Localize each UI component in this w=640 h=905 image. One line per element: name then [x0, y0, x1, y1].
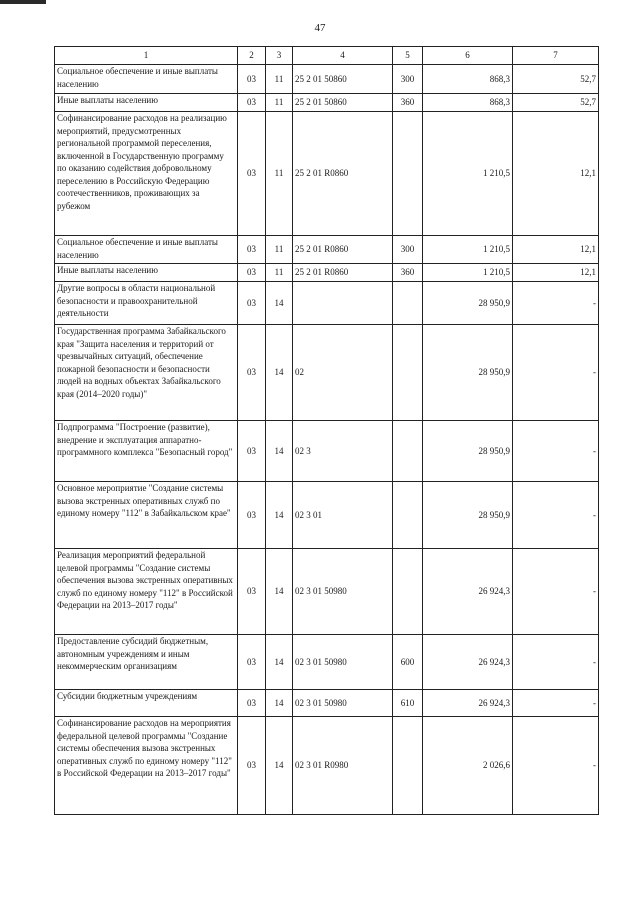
- table-row: [55, 482, 599, 549]
- table-row: [55, 690, 599, 717]
- item-name: Субсидии бюджетным учреждениям: [55, 690, 238, 717]
- column-header: 3: [266, 47, 293, 65]
- column-header: 6: [423, 47, 513, 65]
- target-article-code: 02 3 01 R0980: [293, 717, 393, 815]
- column-header: 7: [513, 47, 599, 65]
- amount-share-value: -: [513, 635, 599, 690]
- subsection-code: 14: [266, 690, 293, 717]
- target-article-code: 02 3 01 50980: [293, 549, 393, 635]
- target-article-code: [293, 282, 393, 325]
- subsection-code: 14: [266, 482, 293, 549]
- section-code: 03: [238, 264, 266, 282]
- table-row: [55, 549, 599, 635]
- target-article-code: 02: [293, 325, 393, 421]
- table-header-row: [55, 47, 599, 65]
- subsection-code: 14: [266, 549, 293, 635]
- budget-table: [54, 46, 599, 815]
- amount-share-value: -: [513, 549, 599, 635]
- target-article-code: 25 2 01 50860: [293, 94, 393, 112]
- expense-type-code: [393, 112, 423, 236]
- amount-value: 26 924,3: [423, 635, 513, 690]
- table-row: [55, 94, 599, 112]
- expense-type-code: [393, 421, 423, 482]
- amount-value: 868,3: [423, 94, 513, 112]
- table-row: [55, 325, 599, 421]
- amount-value: 2 026,6: [423, 717, 513, 815]
- item-name: Иные выплаты населению: [55, 94, 238, 112]
- expense-type-code: [393, 717, 423, 815]
- amount-value: 1 210,5: [423, 112, 513, 236]
- amount-value: 1 210,5: [423, 264, 513, 282]
- expense-type-code: [393, 482, 423, 549]
- item-name: Иные выплаты населению: [55, 264, 238, 282]
- amount-value: 28 950,9: [423, 282, 513, 325]
- amount-value: 28 950,9: [423, 325, 513, 421]
- section-code: 03: [238, 690, 266, 717]
- item-name: Государственная программа Забайкальского края "Защита населения и территорий от чрезвычайных ситуаций, обеспечение пожарной безопасности и безопасности людей на водных объектах Забайкальского края (2014–2020 годы)": [55, 325, 238, 421]
- table-row: [55, 264, 599, 282]
- column-header: 4: [293, 47, 393, 65]
- amount-value: 1 210,5: [423, 236, 513, 264]
- section-code: 03: [238, 717, 266, 815]
- subsection-code: 14: [266, 282, 293, 325]
- amount-value: 28 950,9: [423, 482, 513, 549]
- item-name: Другие вопросы в области национальной безопасности и правоохранительной деятельности: [55, 282, 238, 325]
- page-number: 47: [314, 22, 326, 34]
- amount-share-value: 12,1: [513, 112, 599, 236]
- amount-share-value: -: [513, 482, 599, 549]
- section-code: 03: [238, 482, 266, 549]
- subsection-code: 11: [266, 264, 293, 282]
- target-article-code: 02 3: [293, 421, 393, 482]
- target-article-code: 02 3 01: [293, 482, 393, 549]
- item-name: Социальное обеспечение и иные выплаты населению: [55, 236, 238, 264]
- subsection-code: 11: [266, 112, 293, 236]
- section-code: 03: [238, 282, 266, 325]
- amount-share-value: -: [513, 325, 599, 421]
- amount-share-value: -: [513, 282, 599, 325]
- subsection-code: 14: [266, 421, 293, 482]
- section-code: 03: [238, 112, 266, 236]
- expense-type-code: 360: [393, 94, 423, 112]
- target-article-code: 25 2 01 R0860: [293, 264, 393, 282]
- column-header: 1: [55, 47, 238, 65]
- amount-value: 26 924,3: [423, 690, 513, 717]
- target-article-code: 25 2 01 R0860: [293, 112, 393, 236]
- subsection-code: 11: [266, 65, 293, 94]
- expense-type-code: 610: [393, 690, 423, 717]
- item-name: Предоставление субсидий бюджетным, автономным учреждениям и иным некоммерческим организациям: [55, 635, 238, 690]
- scan-edge-mark: [0, 0, 46, 4]
- section-code: 03: [238, 549, 266, 635]
- amount-share-value: -: [513, 421, 599, 482]
- expense-type-code: 360: [393, 264, 423, 282]
- section-code: 03: [238, 421, 266, 482]
- target-article-code: 02 3 01 50980: [293, 635, 393, 690]
- item-name: Софинансирование расходов на реализацию мероприятий, предусмотренных региональной программой переселения, включенной в Государственную программу по оказанию содействия добровольному переселению в Российскую Федерацию соотечественников, проживающих за рубежом: [55, 112, 238, 236]
- item-name: Подпрограмма "Построение (развитие), внедрение и эксплуатация аппаратно-программного комплекса "Безопасный город": [55, 421, 238, 482]
- amount-value: 868,3: [423, 65, 513, 94]
- subsection-code: 11: [266, 94, 293, 112]
- amount-share-value: -: [513, 717, 599, 815]
- amount-value: 28 950,9: [423, 421, 513, 482]
- expense-type-code: 600: [393, 635, 423, 690]
- target-article-code: 25 2 01 R0860: [293, 236, 393, 264]
- table-row: [55, 635, 599, 690]
- expense-type-code: 300: [393, 65, 423, 94]
- amount-share-value: -: [513, 690, 599, 717]
- section-code: 03: [238, 635, 266, 690]
- section-code: 03: [238, 325, 266, 421]
- amount-value: 26 924,3: [423, 549, 513, 635]
- amount-share-value: 52,7: [513, 94, 599, 112]
- section-code: 03: [238, 236, 266, 264]
- target-article-code: 02 3 01 50980: [293, 690, 393, 717]
- target-article-code: 25 2 01 50860: [293, 65, 393, 94]
- table-row: [55, 112, 599, 236]
- subsection-code: 14: [266, 635, 293, 690]
- subsection-code: 11: [266, 236, 293, 264]
- subsection-code: 14: [266, 717, 293, 815]
- section-code: 03: [238, 94, 266, 112]
- item-name: Софинансирование расходов на мероприятия федеральной целевой программы "Создание системы обеспечения вызова экстренных оперативных служб по единому номеру "112" в Российской Федерации на 2013–2017 годы": [55, 717, 238, 815]
- amount-share-value: 12,1: [513, 236, 599, 264]
- table-row: [55, 65, 599, 94]
- expense-type-code: [393, 282, 423, 325]
- table-row: [55, 236, 599, 264]
- expense-type-code: [393, 549, 423, 635]
- item-name: Реализация мероприятий федеральной целевой программы "Создание системы обеспечения вызова экстренных оперативных служб по единому номеру "112" в Российской Федерации на 2013–2017 годы": [55, 549, 238, 635]
- column-header: 2: [238, 47, 266, 65]
- amount-share-value: 52,7: [513, 65, 599, 94]
- subsection-code: 14: [266, 325, 293, 421]
- expense-type-code: 300: [393, 236, 423, 264]
- item-name: Основное мероприятие "Создание системы вызова экстренных оперативных служб по единому номеру "112" в Забайкальском крае": [55, 482, 238, 549]
- expense-type-code: [393, 325, 423, 421]
- table-row: [55, 717, 599, 815]
- item-name: Социальное обеспечение и иные выплаты населению: [55, 65, 238, 94]
- table-row: [55, 421, 599, 482]
- column-header: 5: [393, 47, 423, 65]
- amount-share-value: 12,1: [513, 264, 599, 282]
- section-code: 03: [238, 65, 266, 94]
- table-row: [55, 282, 599, 325]
